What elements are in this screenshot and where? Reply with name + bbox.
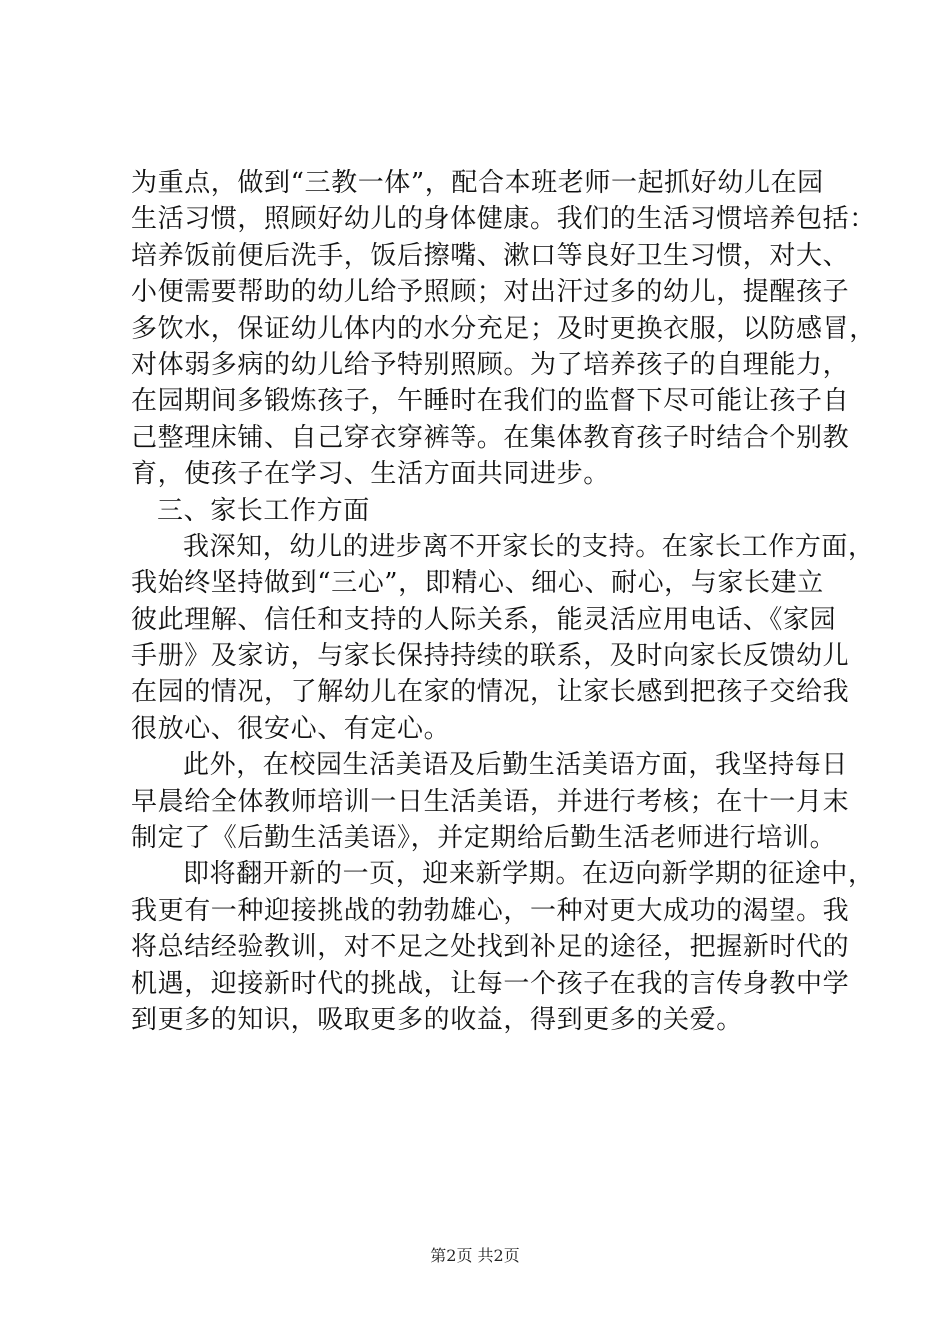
body-text	[131, 165, 876, 1038]
text-line: 我更有一种迎接挑战的勃勃雄心，一种对更大成功的渴望。我	[131, 895, 850, 926]
paragraph-first-line: 我深知，幼儿的进步离不开家长的支持。在家长工作方面，	[183, 531, 875, 562]
text-line: 在园的情况，了解幼儿在家的情况，让家长感到把孩子交给我	[131, 677, 850, 708]
paragraph-first-line: 此外，在校园生活美语及后勤生活美语方面，我坚持每日	[183, 750, 849, 781]
paragraph-first-line: 即将翻开新的一页，迎来新学期。在迈向新学期的征途中，	[183, 859, 875, 890]
text-line: 对体弱多病的幼儿给予特别照顾。为了培养孩子的自理能力，	[131, 349, 850, 380]
text-line: 早晨给全体教师培训一日生活美语，并进行考核；在十一月末	[131, 786, 850, 817]
text-line: 培养饭前便后洗手，饭后擦嘴、漱口等良好卫生习惯，对大、	[131, 240, 850, 271]
text-line: 多饮水，保证幼儿体内的水分充足；及时更换衣服，以防感冒，	[131, 313, 876, 344]
text-line: 在园期间多锻炼孩子，午睡时在我们的监督下尽可能让孩子自	[131, 386, 850, 417]
text-line: 很放心、很安心、有定心。	[131, 713, 451, 744]
text-line: 机遇，迎接新时代的挑战，让每一个孩子在我的言传身教中学	[131, 968, 850, 999]
section-heading: 三、家长工作方面	[157, 495, 370, 526]
text-line: 手册》及家访，与家长保持持续的联系，及时向家长反馈幼儿	[131, 641, 850, 672]
text-line: 制定了《后勤生活美语》，并定期给后勤生活老师进行培训。	[131, 823, 837, 854]
page-number-footer: 第2页 共2页	[430, 1246, 520, 1265]
text-line: 育，使孩子在学习、生活方面共同进步。	[131, 459, 610, 490]
text-line: 到更多的知识，吸取更多的收益，得到更多的关爱。	[131, 1004, 743, 1035]
text-line: 彼此理解、信任和支持的人际关系，能灵活应用电话、《家园	[131, 604, 837, 635]
text-line: 己整理床铺、自己穿衣穿裤等。在集体教育孩子时结合个别教	[131, 422, 850, 453]
text-line: 生活习惯，照顾好幼儿的身体健康。我们的生活习惯培养包括：	[131, 204, 876, 235]
text-line: 我始终坚持做到“三心”，即精心、细心、耐心，与家长建立	[131, 568, 824, 599]
text-line: 将总结经验教训，对不足之处找到补足的途径，把握新时代的	[131, 932, 850, 963]
text-line: 小便需要帮助的幼儿给予照顾；对出汗过多的幼儿，提醒孩子	[131, 277, 850, 308]
text-line: 为重点，做到“三教一体”，配合本班老师一起抓好幼儿在园	[131, 168, 824, 198]
